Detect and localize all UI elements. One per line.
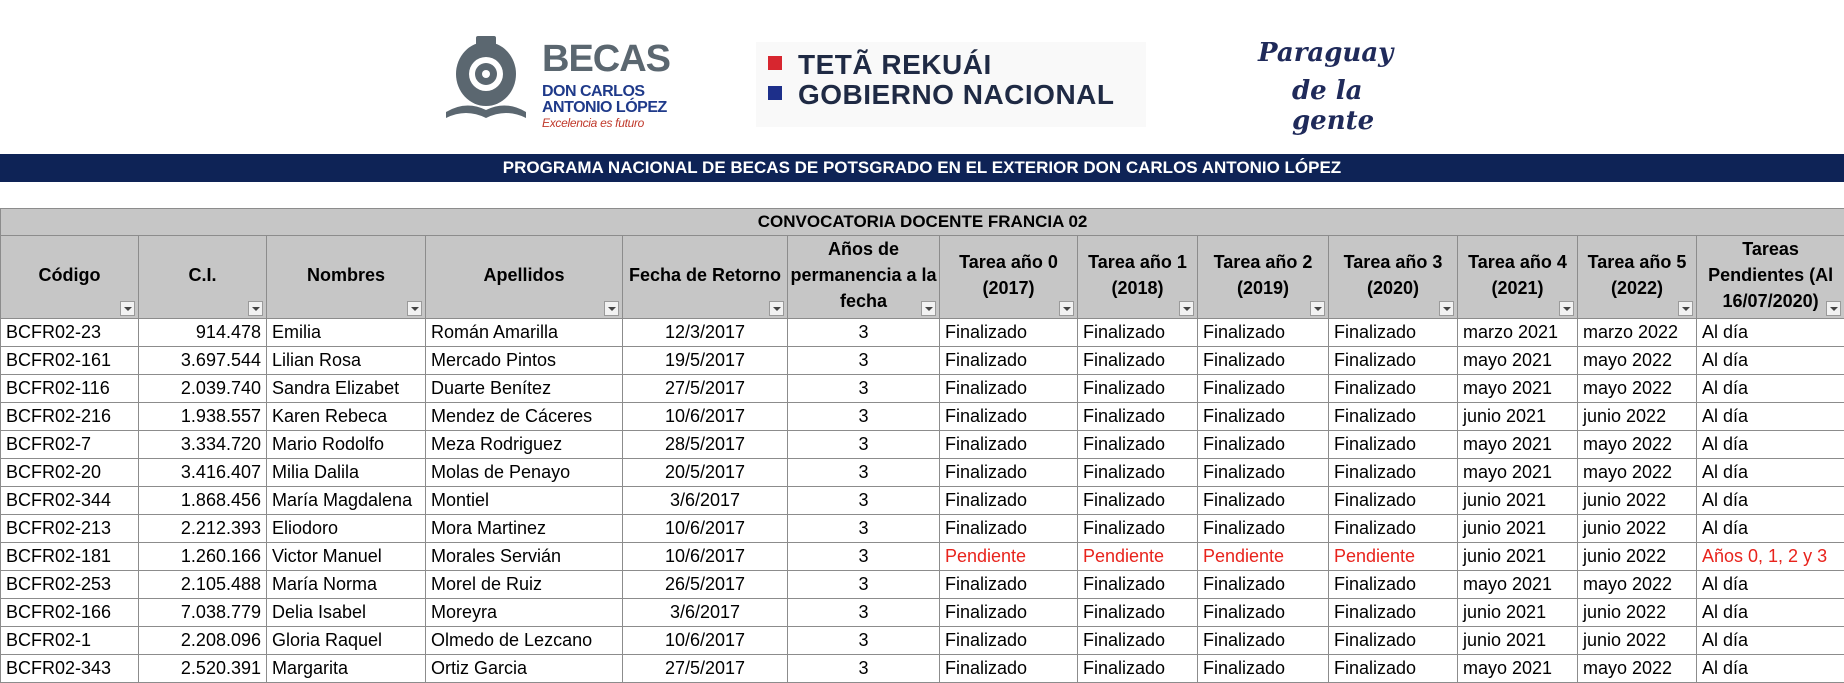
cell-tarea-3[interactable]: Finalizado bbox=[1329, 655, 1458, 683]
cell-tareas-pendientes[interactable]: Al día bbox=[1697, 347, 1844, 375]
cell-tarea-3[interactable]: Finalizado bbox=[1329, 375, 1458, 403]
cell-tarea-5[interactable]: junio 2022 bbox=[1578, 515, 1697, 543]
convocatoria-title: CONVOCATORIA DOCENTE FRANCIA 02 bbox=[1, 209, 1844, 236]
cell-anios-permanencia[interactable]: 3 bbox=[788, 487, 940, 515]
cell-tarea-5[interactable]: marzo 2022 bbox=[1578, 319, 1697, 347]
cell-tarea-2[interactable]: Finalizado bbox=[1198, 319, 1329, 347]
cell-apellidos[interactable]: Román Amarilla bbox=[426, 319, 623, 347]
cell-codigo[interactable]: BCFR02-343 bbox=[1, 655, 139, 683]
cell-apellidos[interactable]: Meza Rodriguez bbox=[426, 431, 623, 459]
column-header-label: Años de permanencia a la fecha bbox=[788, 236, 939, 318]
table-row bbox=[1, 319, 1844, 347]
column-header bbox=[426, 236, 623, 319]
cell-anios-permanencia[interactable]: 3 bbox=[788, 571, 940, 599]
cell-fecha-retorno[interactable]: 10/6/2017 bbox=[623, 627, 788, 655]
cell-tarea-4[interactable]: junio 2021 bbox=[1458, 599, 1578, 627]
cell-fecha-retorno[interactable]: 10/6/2017 bbox=[623, 543, 788, 571]
cell-codigo[interactable]: BCFR02-213 bbox=[1, 515, 139, 543]
cell-anios-permanencia[interactable]: 3 bbox=[788, 375, 940, 403]
paraguay-logo bbox=[1258, 36, 1428, 116]
cell-tarea-2[interactable]: Finalizado bbox=[1198, 627, 1329, 655]
column-header bbox=[1, 236, 139, 319]
cell-tarea-3[interactable]: Finalizado bbox=[1329, 627, 1458, 655]
cell-nombres[interactable]: Lilian Rosa bbox=[267, 347, 426, 375]
cell-tarea-3[interactable]: Finalizado bbox=[1329, 515, 1458, 543]
scholarship-table bbox=[0, 208, 1844, 683]
cell-tarea-2[interactable]: Finalizado bbox=[1198, 515, 1329, 543]
column-header bbox=[1198, 236, 1329, 319]
filter-dropdown-icon[interactable] bbox=[1310, 301, 1325, 316]
cell-tareas-pendientes[interactable]: Al día bbox=[1697, 375, 1844, 403]
cell-ci[interactable]: 2.520.391 bbox=[139, 655, 267, 683]
cell-tarea-1[interactable]: Finalizado bbox=[1078, 515, 1198, 543]
cell-nombres[interactable]: Mario Rodolfo bbox=[267, 431, 426, 459]
cell-apellidos[interactable]: Duarte Benítez bbox=[426, 375, 623, 403]
cell-ci[interactable]: 1.260.166 bbox=[139, 543, 267, 571]
cell-ci[interactable]: 3.697.544 bbox=[139, 347, 267, 375]
column-header-label: Tarea año 5 (2022) bbox=[1578, 249, 1696, 305]
cell-tarea-2[interactable]: Finalizado bbox=[1198, 459, 1329, 487]
cell-fecha-retorno[interactable]: 26/5/2017 bbox=[623, 571, 788, 599]
cell-tarea-4[interactable]: junio 2021 bbox=[1458, 487, 1578, 515]
cell-tarea-4[interactable]: mayo 2021 bbox=[1458, 375, 1578, 403]
column-header-label: Código bbox=[1, 262, 138, 292]
cell-tarea-0[interactable]: Finalizado bbox=[940, 515, 1078, 543]
column-header bbox=[1458, 236, 1578, 319]
cell-tarea-4[interactable]: junio 2021 bbox=[1458, 627, 1578, 655]
cell-codigo[interactable]: BCFR02-116 bbox=[1, 375, 139, 403]
cell-tarea-0[interactable]: Finalizado bbox=[940, 347, 1078, 375]
cell-fecha-retorno[interactable]: 27/5/2017 bbox=[623, 655, 788, 683]
cell-anios-permanencia[interactable]: 3 bbox=[788, 655, 940, 683]
cell-tarea-5[interactable]: mayo 2022 bbox=[1578, 431, 1697, 459]
cell-tarea-5[interactable]: junio 2022 bbox=[1578, 599, 1697, 627]
filter-dropdown-icon[interactable] bbox=[1179, 301, 1194, 316]
cell-tarea-4[interactable]: junio 2021 bbox=[1458, 403, 1578, 431]
cell-fecha-retorno[interactable]: 19/5/2017 bbox=[623, 347, 788, 375]
cell-tarea-1[interactable]: Finalizado bbox=[1078, 375, 1198, 403]
cell-tarea-2[interactable]: Finalizado bbox=[1198, 375, 1329, 403]
cell-tarea-5[interactable]: mayo 2022 bbox=[1578, 375, 1697, 403]
cell-anios-permanencia[interactable]: 3 bbox=[788, 627, 940, 655]
blue-square-icon bbox=[768, 86, 782, 100]
cell-tarea-2[interactable]: Finalizado bbox=[1198, 599, 1329, 627]
cell-fecha-retorno[interactable]: 28/5/2017 bbox=[623, 431, 788, 459]
cell-tarea-4[interactable]: junio 2021 bbox=[1458, 515, 1578, 543]
column-header bbox=[1697, 236, 1844, 319]
cell-tarea-3[interactable]: Finalizado bbox=[1329, 431, 1458, 459]
cell-anios-permanencia[interactable]: 3 bbox=[788, 319, 940, 347]
becas-subtitle-2: ANTONIO LÓPEZ bbox=[542, 100, 667, 116]
table-row bbox=[1, 571, 1844, 599]
cell-tareas-pendientes[interactable]: Al día bbox=[1697, 431, 1844, 459]
cell-tarea-4[interactable]: mayo 2021 bbox=[1458, 347, 1578, 375]
locomotive-book-icon bbox=[440, 34, 532, 126]
filter-dropdown-icon[interactable] bbox=[407, 301, 422, 316]
cell-nombres[interactable]: Victor Manuel bbox=[267, 543, 426, 571]
cell-tarea-1[interactable]: Finalizado bbox=[1078, 431, 1198, 459]
table-row bbox=[1, 403, 1844, 431]
column-header-label: Tarea año 2 (2019) bbox=[1198, 249, 1328, 305]
cell-tarea-5[interactable]: mayo 2022 bbox=[1578, 571, 1697, 599]
cell-codigo[interactable]: BCFR02-161 bbox=[1, 347, 139, 375]
cell-ci[interactable]: 2.212.393 bbox=[139, 515, 267, 543]
cell-fecha-retorno[interactable]: 12/3/2017 bbox=[623, 319, 788, 347]
cell-tareas-pendientes[interactable]: Al día bbox=[1697, 627, 1844, 655]
cell-anios-permanencia[interactable]: 3 bbox=[788, 599, 940, 627]
cell-tarea-3[interactable]: Pendiente bbox=[1329, 543, 1458, 571]
cell-codigo[interactable]: BCFR02-166 bbox=[1, 599, 139, 627]
becas-subtitle-1: DON CARLOS bbox=[542, 84, 645, 100]
cell-tarea-2[interactable]: Finalizado bbox=[1198, 487, 1329, 515]
cell-tarea-1[interactable]: Pendiente bbox=[1078, 543, 1198, 571]
cell-tarea-4[interactable]: mayo 2021 bbox=[1458, 459, 1578, 487]
cell-tarea-1[interactable]: Finalizado bbox=[1078, 319, 1198, 347]
column-header-label: Tarea año 1 (2018) bbox=[1078, 249, 1197, 305]
table-row bbox=[1, 487, 1844, 515]
cell-nombres[interactable]: Margarita bbox=[267, 655, 426, 683]
cell-tarea-3[interactable]: Finalizado bbox=[1329, 319, 1458, 347]
filter-dropdown-icon[interactable] bbox=[1826, 301, 1841, 316]
red-square-icon bbox=[768, 56, 782, 70]
cell-fecha-retorno[interactable]: 27/5/2017 bbox=[623, 375, 788, 403]
cell-tarea-3[interactable]: Finalizado bbox=[1329, 347, 1458, 375]
cell-tarea-0[interactable]: Finalizado bbox=[940, 403, 1078, 431]
cell-apellidos[interactable]: Olmedo de Lezcano bbox=[426, 627, 623, 655]
cell-tareas-pendientes[interactable]: Años 0, 1, 2 y 3 bbox=[1697, 543, 1844, 571]
cell-ci[interactable]: 7.038.779 bbox=[139, 599, 267, 627]
filter-dropdown-icon[interactable] bbox=[1059, 301, 1074, 316]
cell-nombres[interactable]: Gloria Raquel bbox=[267, 627, 426, 655]
cell-tarea-1[interactable]: Finalizado bbox=[1078, 599, 1198, 627]
paraguay-logo-line-2: de la gente bbox=[1292, 76, 1428, 136]
filter-dropdown-icon[interactable] bbox=[1439, 301, 1454, 316]
cell-tarea-2[interactable]: Finalizado bbox=[1198, 431, 1329, 459]
cell-apellidos[interactable]: Ortiz Garcia bbox=[426, 655, 623, 683]
cell-tarea-5[interactable]: mayo 2022 bbox=[1578, 347, 1697, 375]
column-header bbox=[267, 236, 426, 319]
cell-codigo[interactable]: BCFR02-344 bbox=[1, 487, 139, 515]
cell-anios-permanencia[interactable]: 3 bbox=[788, 515, 940, 543]
cell-tarea-0[interactable]: Finalizado bbox=[940, 431, 1078, 459]
cell-apellidos[interactable]: Morel de Ruiz bbox=[426, 571, 623, 599]
table-row bbox=[1, 347, 1844, 375]
cell-tarea-1[interactable]: Finalizado bbox=[1078, 403, 1198, 431]
cell-nombres[interactable]: María Norma bbox=[267, 571, 426, 599]
table-row bbox=[1, 655, 1844, 683]
cell-tarea-5[interactable]: mayo 2022 bbox=[1578, 459, 1697, 487]
filter-dropdown-icon[interactable] bbox=[604, 301, 619, 316]
cell-fecha-retorno[interactable]: 10/6/2017 bbox=[623, 515, 788, 543]
cell-tarea-5[interactable]: mayo 2022 bbox=[1578, 655, 1697, 683]
cell-anios-permanencia[interactable]: 3 bbox=[788, 543, 940, 571]
paraguay-logo-line-1: Paraguay bbox=[1258, 38, 1393, 68]
cell-tarea-0[interactable]: Finalizado bbox=[940, 627, 1078, 655]
column-header bbox=[788, 236, 940, 319]
column-header bbox=[1329, 236, 1458, 319]
cell-anios-permanencia[interactable]: 3 bbox=[788, 403, 940, 431]
column-header-label: Apellidos bbox=[426, 262, 622, 292]
cell-tarea-3[interactable]: Finalizado bbox=[1329, 487, 1458, 515]
cell-tarea-1[interactable]: Finalizado bbox=[1078, 347, 1198, 375]
cell-tareas-pendientes[interactable]: Al día bbox=[1697, 487, 1844, 515]
cell-tareas-pendientes[interactable]: Al día bbox=[1697, 403, 1844, 431]
cell-nombres[interactable]: Delia Isabel bbox=[267, 599, 426, 627]
cell-tarea-4[interactable]: mayo 2021 bbox=[1458, 431, 1578, 459]
cell-tarea-5[interactable]: junio 2022 bbox=[1578, 543, 1697, 571]
cell-tarea-0[interactable]: Finalizado bbox=[940, 599, 1078, 627]
cell-tarea-4[interactable]: marzo 2021 bbox=[1458, 319, 1578, 347]
cell-codigo[interactable]: BCFR02-7 bbox=[1, 431, 139, 459]
table-row bbox=[1, 599, 1844, 627]
cell-ci[interactable]: 3.416.407 bbox=[139, 459, 267, 487]
cell-tarea-2[interactable]: Finalizado bbox=[1198, 571, 1329, 599]
cell-tarea-4[interactable]: mayo 2021 bbox=[1458, 655, 1578, 683]
cell-codigo[interactable]: BCFR02-23 bbox=[1, 319, 139, 347]
cell-nombres[interactable]: María Magdalena bbox=[267, 487, 426, 515]
cell-tareas-pendientes[interactable]: Al día bbox=[1697, 459, 1844, 487]
cell-tarea-0[interactable]: Finalizado bbox=[940, 319, 1078, 347]
cell-tarea-3[interactable]: Finalizado bbox=[1329, 459, 1458, 487]
gobierno-line-1: TETÃ REKUÁI bbox=[798, 49, 992, 80]
column-header-label: Tarea año 0 (2017) bbox=[940, 249, 1077, 305]
cell-anios-permanencia[interactable]: 3 bbox=[788, 459, 940, 487]
becas-logo bbox=[440, 34, 672, 126]
cell-tarea-5[interactable]: junio 2022 bbox=[1578, 403, 1697, 431]
table-row bbox=[1, 627, 1844, 655]
becas-title: BECAS bbox=[542, 38, 670, 81]
cell-anios-permanencia[interactable]: 3 bbox=[788, 431, 940, 459]
cell-tarea-1[interactable]: Finalizado bbox=[1078, 655, 1198, 683]
cell-tarea-3[interactable]: Finalizado bbox=[1329, 571, 1458, 599]
filter-dropdown-icon[interactable] bbox=[769, 301, 784, 316]
cell-tarea-0[interactable]: Finalizado bbox=[940, 655, 1078, 683]
cell-apellidos[interactable]: Mora Martinez bbox=[426, 515, 623, 543]
cell-ci[interactable]: 2.208.096 bbox=[139, 627, 267, 655]
cell-codigo[interactable]: BCFR02-253 bbox=[1, 571, 139, 599]
cell-codigo[interactable]: BCFR02-20 bbox=[1, 459, 139, 487]
cell-tarea-0[interactable]: Finalizado bbox=[940, 375, 1078, 403]
column-header-label: Tareas Pendientes (Al 16/07/2020) bbox=[1697, 236, 1844, 318]
table-row bbox=[1, 543, 1844, 571]
table-row bbox=[1, 375, 1844, 403]
filter-dropdown-icon[interactable] bbox=[921, 301, 936, 316]
table-row bbox=[1, 515, 1844, 543]
gobierno-logo bbox=[756, 42, 1146, 127]
cell-tarea-2[interactable]: Finalizado bbox=[1198, 655, 1329, 683]
cell-fecha-retorno[interactable]: 20/5/2017 bbox=[623, 459, 788, 487]
column-header bbox=[1078, 236, 1198, 319]
column-header bbox=[623, 236, 788, 319]
cell-nombres[interactable]: Emilia bbox=[267, 319, 426, 347]
cell-nombres[interactable]: Milia Dalila bbox=[267, 459, 426, 487]
cell-tarea-1[interactable]: Finalizado bbox=[1078, 487, 1198, 515]
cell-codigo[interactable]: BCFR02-1 bbox=[1, 627, 139, 655]
cell-tarea-2[interactable]: Finalizado bbox=[1198, 403, 1329, 431]
program-banner: PROGRAMA NACIONAL DE BECAS DE POTSGRADO EN EL EXTERIOR DON CARLOS ANTONIO LÓPEZ bbox=[0, 154, 1844, 182]
cell-fecha-retorno[interactable]: 3/6/2017 bbox=[623, 487, 788, 515]
cell-tarea-0[interactable]: Finalizado bbox=[940, 571, 1078, 599]
cell-tareas-pendientes[interactable]: Al día bbox=[1697, 515, 1844, 543]
cell-tarea-5[interactable]: junio 2022 bbox=[1578, 487, 1697, 515]
table-row bbox=[1, 459, 1844, 487]
gobierno-line-2: GOBIERNO NACIONAL bbox=[798, 79, 1115, 110]
cell-tarea-1[interactable]: Finalizado bbox=[1078, 571, 1198, 599]
column-header-label: Nombres bbox=[267, 262, 425, 292]
column-header-label: Tarea año 4 (2021) bbox=[1458, 249, 1577, 305]
cell-ci[interactable]: 914.478 bbox=[139, 319, 267, 347]
cell-tareas-pendientes[interactable]: Al día bbox=[1697, 655, 1844, 683]
cell-tarea-4[interactable]: junio 2021 bbox=[1458, 543, 1578, 571]
column-header bbox=[940, 236, 1078, 319]
cell-tareas-pendientes[interactable]: Al día bbox=[1697, 599, 1844, 627]
cell-tarea-2[interactable]: Pendiente bbox=[1198, 543, 1329, 571]
cell-ci[interactable]: 1.868.456 bbox=[139, 487, 267, 515]
cell-tarea-3[interactable]: Finalizado bbox=[1329, 599, 1458, 627]
cell-codigo[interactable]: BCFR02-216 bbox=[1, 403, 139, 431]
cell-fecha-retorno[interactable]: 10/6/2017 bbox=[623, 403, 788, 431]
column-header bbox=[1578, 236, 1697, 319]
cell-codigo[interactable]: BCFR02-181 bbox=[1, 543, 139, 571]
cell-tareas-pendientes[interactable]: Al día bbox=[1697, 319, 1844, 347]
cell-apellidos[interactable]: Molas de Penayo bbox=[426, 459, 623, 487]
cell-tarea-0[interactable]: Finalizado bbox=[940, 487, 1078, 515]
cell-tarea-2[interactable]: Finalizado bbox=[1198, 347, 1329, 375]
cell-apellidos[interactable]: Moreyra bbox=[426, 599, 623, 627]
cell-ci[interactable]: 2.105.488 bbox=[139, 571, 267, 599]
filter-dropdown-icon[interactable] bbox=[248, 301, 263, 316]
filter-dropdown-icon[interactable] bbox=[1559, 301, 1574, 316]
cell-anios-permanencia[interactable]: 3 bbox=[788, 347, 940, 375]
column-header-label: Tarea año 3 (2020) bbox=[1329, 249, 1457, 305]
header-logos bbox=[0, 0, 1844, 154]
cell-ci[interactable]: 1.938.557 bbox=[139, 403, 267, 431]
cell-tarea-4[interactable]: mayo 2021 bbox=[1458, 571, 1578, 599]
cell-tareas-pendientes[interactable]: Al día bbox=[1697, 571, 1844, 599]
cell-apellidos[interactable]: Mendez de Cáceres bbox=[426, 403, 623, 431]
column-header-label: C.I. bbox=[139, 262, 266, 292]
filter-dropdown-icon[interactable] bbox=[120, 301, 135, 316]
column-header bbox=[139, 236, 267, 319]
cell-tarea-0[interactable]: Finalizado bbox=[940, 459, 1078, 487]
cell-nombres[interactable]: Sandra Elizabet bbox=[267, 375, 426, 403]
filter-dropdown-icon[interactable] bbox=[1678, 301, 1693, 316]
cell-ci[interactable]: 3.334.720 bbox=[139, 431, 267, 459]
cell-tarea-1[interactable]: Finalizado bbox=[1078, 459, 1198, 487]
cell-nombres[interactable]: Eliodoro bbox=[267, 515, 426, 543]
table-row bbox=[1, 431, 1844, 459]
cell-apellidos[interactable]: Morales Servián bbox=[426, 543, 623, 571]
cell-ci[interactable]: 2.039.740 bbox=[139, 375, 267, 403]
becas-tagline: Excelencia es futuro bbox=[542, 116, 644, 130]
cell-apellidos[interactable]: Montiel bbox=[426, 487, 623, 515]
cell-fecha-retorno[interactable]: 3/6/2017 bbox=[623, 599, 788, 627]
cell-apellidos[interactable]: Mercado Pintos bbox=[426, 347, 623, 375]
cell-tarea-3[interactable]: Finalizado bbox=[1329, 403, 1458, 431]
cell-tarea-5[interactable]: junio 2022 bbox=[1578, 627, 1697, 655]
cell-tarea-1[interactable]: Finalizado bbox=[1078, 627, 1198, 655]
cell-tarea-0[interactable]: Pendiente bbox=[940, 543, 1078, 571]
column-header-label: Fecha de Retorno bbox=[623, 262, 787, 292]
cell-nombres[interactable]: Karen Rebeca bbox=[267, 403, 426, 431]
